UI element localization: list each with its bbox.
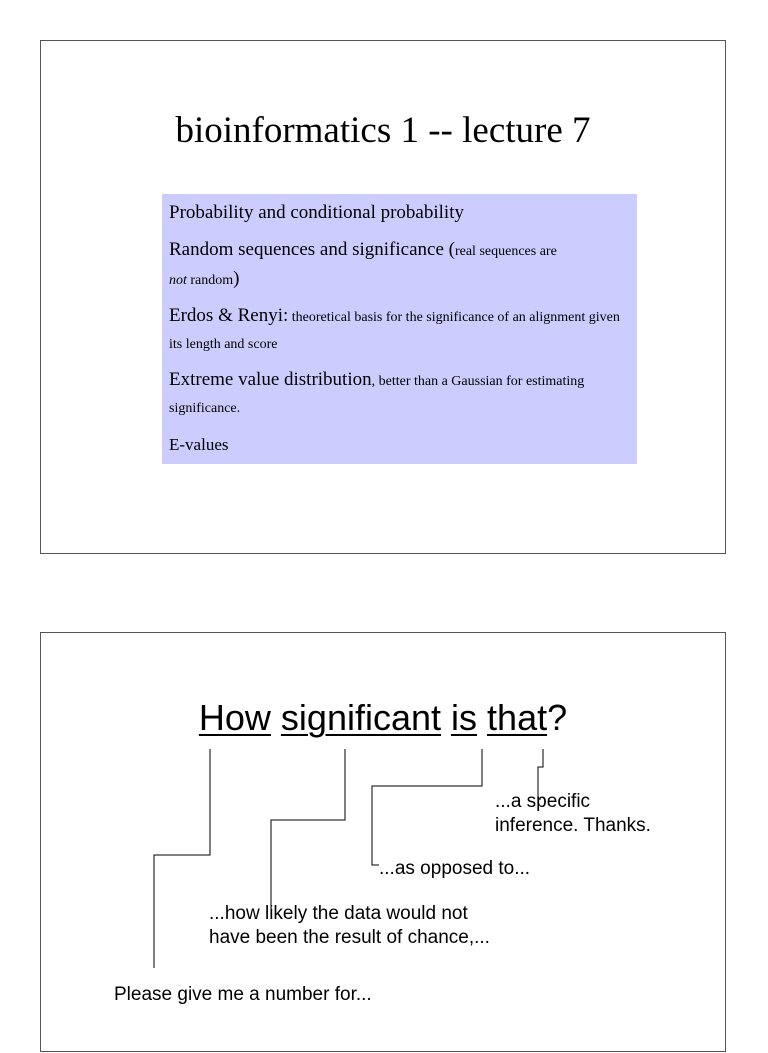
annotation-specific-line-2: inference. Thanks. bbox=[495, 815, 651, 836]
topic-extreme-value-note: , better than a Gaussian for estimating significance. bbox=[169, 374, 585, 416]
annotation-how-likely-line-1: ...how likely the data would not bbox=[209, 903, 468, 924]
topic-erdos-renyi-note: theoretical basis for the significance of an alignment given its length and score bbox=[169, 310, 620, 352]
topic-note-random: random bbox=[186, 273, 234, 288]
paren-close: ) bbox=[233, 268, 240, 289]
title-word-that: that bbox=[487, 697, 548, 738]
slide-2 bbox=[40, 632, 726, 1052]
connector-is bbox=[372, 749, 482, 865]
topic-erdos-renyi bbox=[169, 303, 631, 358]
topic-extreme-value bbox=[169, 367, 631, 422]
annotation-specific-line-1: ...a specific bbox=[495, 791, 591, 812]
topic-random-sequences-note: real sequences are bbox=[454, 244, 557, 259]
title-word-is: is bbox=[451, 697, 478, 738]
paren-open: ( bbox=[443, 239, 455, 260]
title-question-mark: ? bbox=[547, 697, 568, 738]
topic-random-sequences-main: Random sequences and significance bbox=[169, 239, 444, 260]
topic-e-values: E-values bbox=[169, 435, 229, 454]
topic-random-sequences bbox=[169, 236, 631, 294]
annotation-how-likely bbox=[209, 902, 490, 950]
slide-2-title bbox=[41, 697, 725, 739]
annotation-how-likely-line-2: have been the result of chance,... bbox=[209, 927, 490, 948]
topic-erdos-renyi-main: Erdos & Renyi: bbox=[169, 305, 289, 326]
connector-significant bbox=[271, 749, 345, 918]
slide-1 bbox=[40, 40, 726, 554]
topic-probability: Probability and conditional probability bbox=[169, 202, 464, 223]
topic-note-not: not bbox=[169, 273, 187, 288]
topic-extreme-value-main: Extreme value distribution bbox=[169, 369, 372, 390]
annotation-specific-inference bbox=[495, 790, 651, 838]
title-word-significant: significant bbox=[280, 697, 442, 738]
annotation-number: Please give me a number for... bbox=[114, 984, 372, 1005]
connector-how bbox=[154, 749, 210, 968]
slide-1-title: bioinformatics 1 -- lecture 7 bbox=[175, 110, 591, 151]
title-word-how: How bbox=[198, 697, 271, 738]
annotation-as-opposed: ...as opposed to... bbox=[379, 858, 531, 879]
topics-box bbox=[162, 194, 637, 464]
